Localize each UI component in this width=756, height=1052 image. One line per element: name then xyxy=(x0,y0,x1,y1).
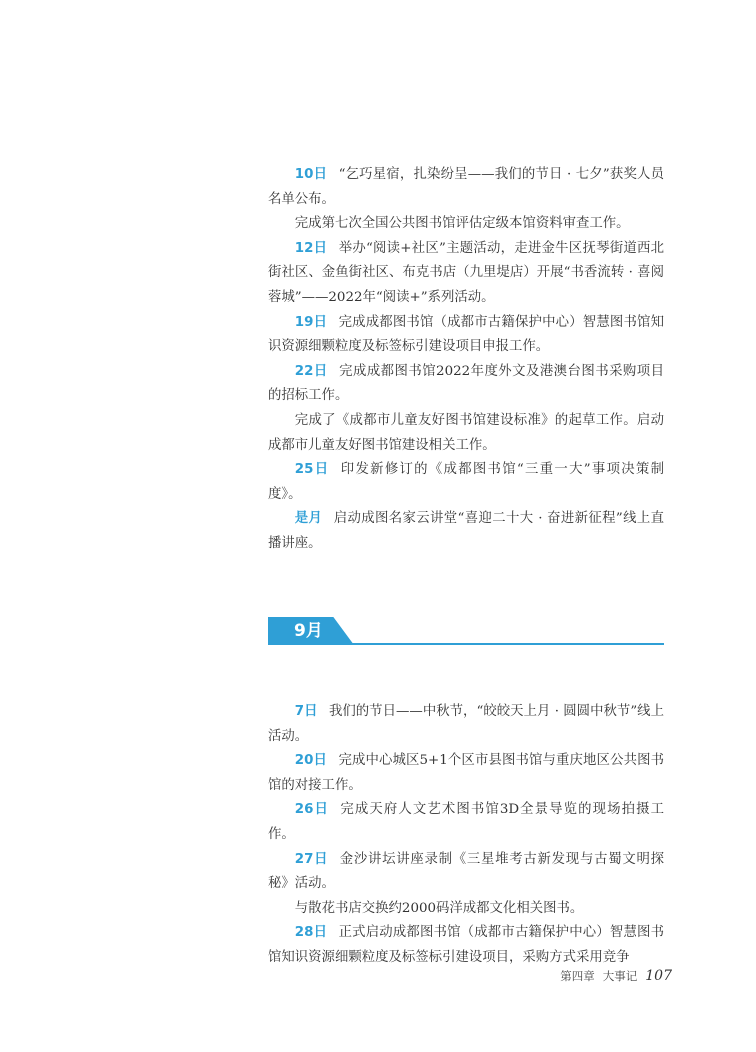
entry-text: “乞巧星宿，扎染纷呈——我们的节日 · 七夕”获奖人员名单公布。 xyxy=(268,167,664,207)
september-entries xyxy=(268,700,664,971)
entry-date: 26日 xyxy=(294,802,330,818)
entry-sep-20 xyxy=(268,749,664,798)
entry-text: 完成中心城区5+1个区市县图书馆与重庆地区公共图书馆的对接工作。 xyxy=(268,753,664,793)
entry-text: 完成了《成都市儿童友好图书馆建设标准》的起草工作。启动成都市儿童友好图书馆建设相关工作。 xyxy=(268,412,664,453)
entry-text: 启动成图名家云讲堂“喜迎二十大 · 奋进新征程”线上直播讲座。 xyxy=(268,511,665,551)
entry-date: 20日 xyxy=(294,753,328,769)
entry-date: 28日 xyxy=(294,925,328,941)
entry-text: 完成成都图书馆2022年度外文及港澳台图书采购项目的招标工作。 xyxy=(268,363,665,404)
entry-date: 22日 xyxy=(294,363,328,379)
page-footer xyxy=(560,968,672,984)
entry-text: 我们的节日——中秋节，“皎皎天上月 · 圆圆中秋节”线上活动。 xyxy=(268,704,664,744)
august-entries xyxy=(268,163,664,557)
entry-sep-26 xyxy=(268,798,664,847)
entry-date: 7日 xyxy=(294,704,318,719)
entry-date: 12日 xyxy=(294,240,328,256)
entry-aug-10 xyxy=(268,163,664,212)
entry-date: 是月 xyxy=(294,511,323,527)
entry-text: 完成第七次全国公共图书馆评估定级本馆资料审查工作。 xyxy=(294,216,630,232)
entry-sep-27 xyxy=(268,848,664,897)
entry-date: 10日 xyxy=(294,167,328,182)
entry-sep-27-b xyxy=(268,897,664,922)
entry-date: 27日 xyxy=(294,851,329,867)
entry-date: 19日 xyxy=(294,314,328,330)
footer-chapter: 第四章 xyxy=(560,969,595,983)
entry-aug-22 xyxy=(268,360,664,409)
entry-text: 完成成都图书馆（成都市古籍保护中心）智慧图书馆知识资源细颗粒度及标签标引建设项目申报工作。 xyxy=(268,314,665,355)
entry-sep-28 xyxy=(268,921,664,970)
entry-sep-7 xyxy=(268,700,664,749)
entry-text: 正式启动成都图书馆（成都市古籍保护中心）智慧图书馆知识资源细颗粒度及标签标引建设项目，采购方式采用竞争 xyxy=(268,925,665,965)
month-label: 9月 xyxy=(294,621,323,641)
entry-aug-22-b xyxy=(268,409,664,458)
page-number: 107 xyxy=(645,968,672,984)
month-section-header xyxy=(268,617,664,647)
entry-aug-19 xyxy=(268,311,664,360)
entry-aug-25 xyxy=(268,458,664,507)
entry-aug-month xyxy=(268,507,664,556)
entry-text: 印发新修订的《成都图书馆“三重一大”事项决策制度》。 xyxy=(268,462,664,502)
entry-aug-12 xyxy=(268,237,664,311)
entry-text: 金沙讲坛讲座录制《三星堆考古新发现与古蜀文明探秘》活动。 xyxy=(268,851,664,892)
entry-text: 与散花书店交换约2000码洋成都文化相关图书。 xyxy=(294,900,584,916)
footer-section: 大事记 xyxy=(602,969,638,983)
entry-aug-10-b xyxy=(268,212,664,237)
entry-text: 举办“阅读+社区”主题活动，走进金牛区抚琴街道西北街社区、金鱼街社区、布克书店（九里堤店）开展“书香流转 · 喜阅蓉城”——2022年“阅读+”系列活动。 xyxy=(268,240,664,305)
entry-text: 完成天府人文艺术图书馆3D全景导览的现场拍摄工作。 xyxy=(268,802,664,842)
entry-date: 25日 xyxy=(294,462,330,478)
